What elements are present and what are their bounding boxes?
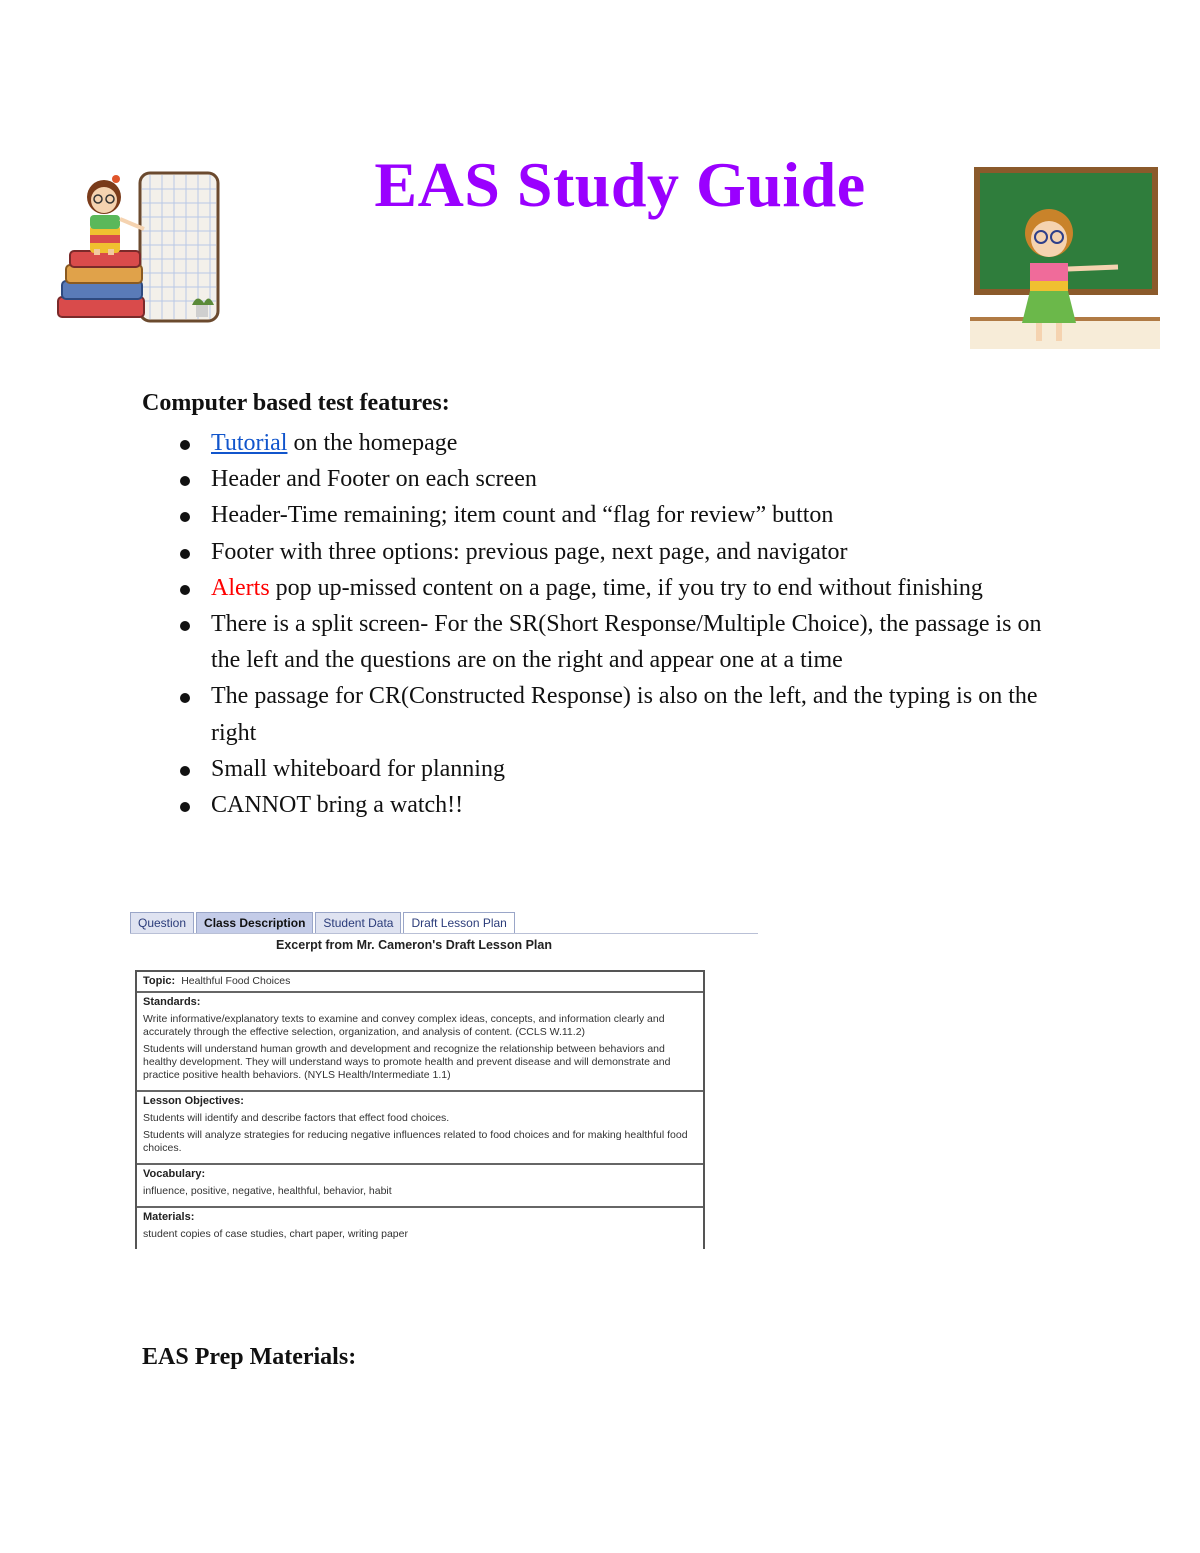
objectives-label: Lesson Objectives: (143, 1095, 244, 1107)
topic-label: Topic: (143, 975, 176, 987)
tab-class-description[interactable]: Class Description (196, 912, 313, 934)
list-item (176, 606, 1076, 678)
topic-row (137, 972, 703, 993)
standards-row (137, 993, 703, 1092)
standard-text: Students will understand human growth and development and recognize the relationship between behaviors and healthy development. They will understand ways to promote health and prevent disease and will demonstrate and practice positive health behaviors. (NYLS Health/Intermediate 1.1) (143, 1043, 671, 1081)
bullet-icon (180, 766, 190, 776)
bullet-icon (180, 549, 190, 559)
list-item-text: CANNOT bring a watch!! (211, 792, 464, 819)
tab-bar (130, 912, 517, 934)
bullet-icon (180, 440, 190, 450)
list-item (176, 461, 1076, 497)
bullet-icon (180, 476, 190, 486)
lesson-plan-table (135, 970, 705, 1249)
objective-text: Students will identify and describe factors that effect food choices. (143, 1112, 450, 1124)
prep-materials-heading: EAS Prep Materials: (142, 1344, 357, 1370)
objectives-row (137, 1092, 703, 1165)
list-item-text: Header-Time remaining; item count and “flag for review” button (211, 502, 834, 529)
bullet-icon (180, 621, 190, 631)
list-item (176, 534, 1076, 570)
bullet-icon (180, 693, 190, 703)
list-item (176, 497, 1076, 533)
materials-text: student copies of case studies, chart paper, writing paper (143, 1228, 408, 1240)
tab-question[interactable]: Question (130, 912, 194, 934)
topic-value: Healthful Food Choices (181, 975, 291, 987)
list-item-text: Small whiteboard for planning (211, 755, 505, 782)
list-item (176, 570, 1076, 606)
materials-label: Materials: (143, 1211, 195, 1223)
objective-text: Students will analyze strategies for reducing negative influences related to food choices and for making healthful food choices. (143, 1129, 688, 1154)
list-item-text: on the homepage (287, 430, 458, 456)
teacher-chalkboard-illustration (968, 163, 1162, 349)
excerpt-title: Excerpt from Mr. Cameron's Draft Lesson Plan (276, 938, 552, 952)
list-item (176, 678, 1076, 750)
page-title: EAS Study Guide (374, 149, 866, 220)
test-interface-screenshot (130, 912, 760, 1282)
vocabulary-label: Vocabulary: (143, 1168, 206, 1180)
list-item-text: pop up-missed content on a page, time, if you try to end without finishing (269, 574, 983, 601)
materials-row (137, 1208, 703, 1249)
features-heading: Computer based test features: (142, 390, 450, 416)
list-item (176, 425, 1076, 461)
tutorial-link[interactable]: Tutorial (211, 430, 288, 456)
tab-draft-lesson-plan[interactable]: Draft Lesson Plan (403, 912, 514, 934)
tab-student-data[interactable]: Student Data (315, 912, 401, 934)
standards-label: Standards: (143, 996, 201, 1008)
bullet-icon (180, 585, 190, 595)
bullet-icon (180, 802, 190, 812)
alerts-word: Alerts (211, 574, 270, 601)
vocabulary-row (137, 1165, 703, 1208)
bullet-icon (180, 512, 190, 522)
features-list (176, 425, 1076, 823)
list-item-text: The passage for CR(Constructed Response) is also on the left, and the typing is on the right (211, 683, 1038, 746)
list-item-text: Footer with three options: previous page, next page, and navigator (211, 538, 848, 565)
list-item-text: There is a split screen- For the SR(Short Response/Multiple Choice), the passage is on the left and the questions are on the right and appear one at a time (211, 611, 1042, 674)
list-item-text: Header and Footer on each screen (211, 466, 537, 493)
standard-text: Write informative/explanatory texts to examine and convey complex ideas, concepts, and information clearly and accurately through the effective selection, organization, and analysis of content. (CCLS W.11.2) (143, 1013, 665, 1038)
tab-divider (130, 933, 758, 934)
list-item (176, 751, 1076, 787)
vocabulary-text: influence, positive, negative, healthful, behavior, habit (143, 1185, 392, 1197)
list-item (176, 787, 1076, 823)
